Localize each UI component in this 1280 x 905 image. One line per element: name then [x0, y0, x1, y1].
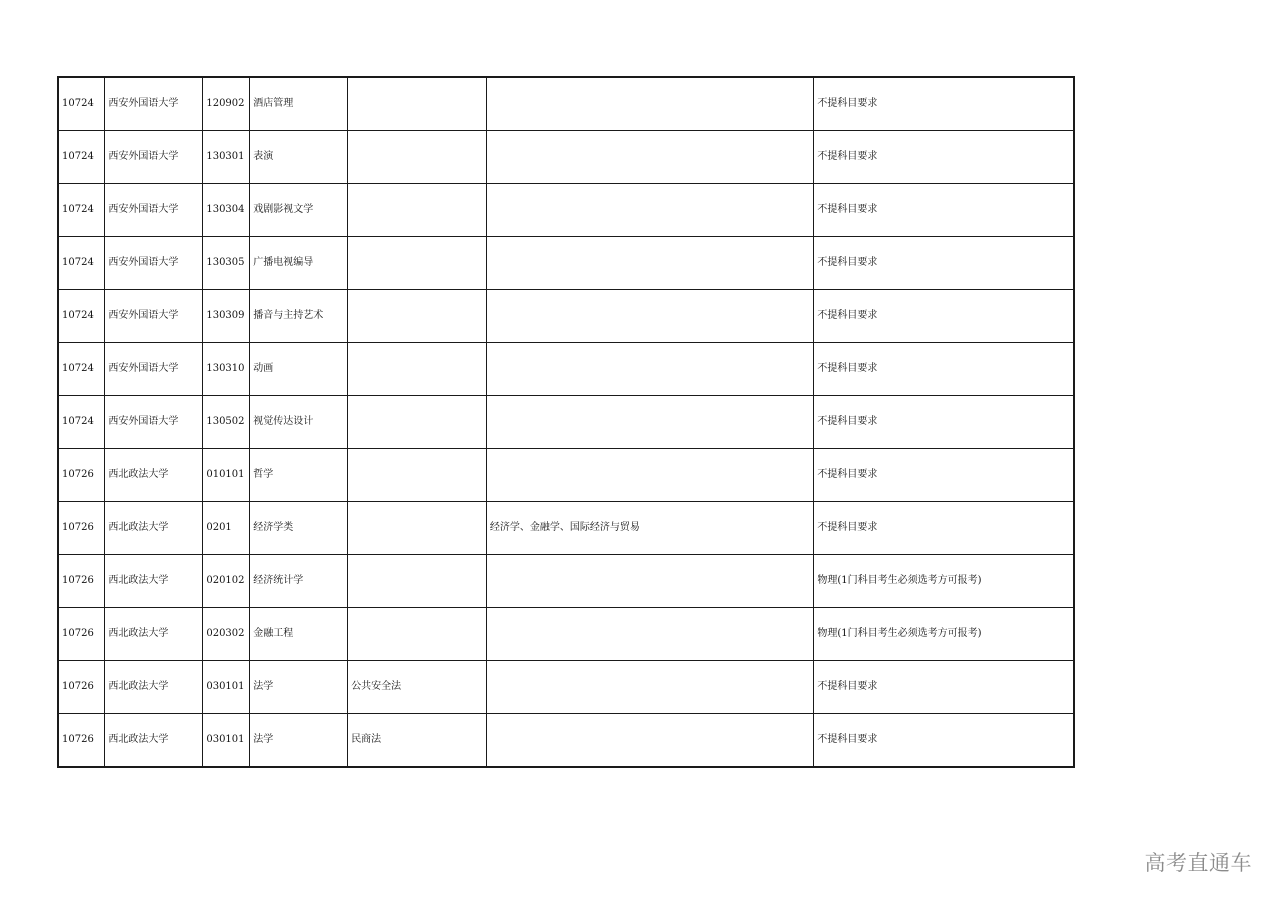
included-majors-cell: [486, 184, 813, 237]
major-name-cell: 法学: [250, 714, 348, 768]
university-name-cell: 西北政法大学: [105, 449, 203, 502]
university-code-cell: 10726: [58, 608, 105, 661]
major-name-cell: 广播电视编导: [250, 237, 348, 290]
major-name-cell: 视觉传达设计: [250, 396, 348, 449]
major-direction-cell: [348, 343, 487, 396]
table-row: [58, 290, 1074, 343]
subject-requirement-cell: 物理(1门科目考生必须选考方可报考): [814, 555, 1074, 608]
major-code-cell: 130305: [203, 237, 250, 290]
table-row: [58, 502, 1074, 555]
major-direction-cell: [348, 184, 487, 237]
major-direction-cell: [348, 555, 487, 608]
included-majors-cell: [486, 608, 813, 661]
major-name-cell: 法学: [250, 661, 348, 714]
university-code-cell: 10724: [58, 77, 105, 131]
university-code-cell: 10726: [58, 555, 105, 608]
major-code-cell: 020302: [203, 608, 250, 661]
table-body: [58, 77, 1074, 767]
major-name-cell: 戏剧影视文学: [250, 184, 348, 237]
table-row: [58, 714, 1074, 768]
table-row: [58, 396, 1074, 449]
included-majors-cell: [486, 343, 813, 396]
major-code-cell: 030101: [203, 714, 250, 768]
university-code-cell: 10726: [58, 661, 105, 714]
university-name-cell: 西安外国语大学: [105, 237, 203, 290]
major-name-cell: 经济统计学: [250, 555, 348, 608]
subject-requirement-cell: 不提科目要求: [814, 449, 1074, 502]
major-direction-cell: [348, 237, 487, 290]
university-name-cell: 西安外国语大学: [105, 131, 203, 184]
included-majors-cell: [486, 237, 813, 290]
table-row: [58, 184, 1074, 237]
subject-requirement-cell: 不提科目要求: [814, 343, 1074, 396]
major-direction-cell: [348, 396, 487, 449]
subject-requirement-cell: 不提科目要求: [814, 502, 1074, 555]
university-name-cell: 西安外国语大学: [105, 343, 203, 396]
university-code-cell: 10726: [58, 449, 105, 502]
university-code-cell: 10724: [58, 343, 105, 396]
table-row: [58, 449, 1074, 502]
university-name-cell: 西北政法大学: [105, 608, 203, 661]
university-code-cell: 10724: [58, 290, 105, 343]
subject-requirement-cell: 不提科目要求: [814, 77, 1074, 131]
major-code-cell: 020102: [203, 555, 250, 608]
included-majors-cell: [486, 290, 813, 343]
subject-requirement-cell: 不提科目要求: [814, 396, 1074, 449]
major-direction-cell: [348, 131, 487, 184]
included-majors-cell: [486, 131, 813, 184]
major-direction-cell: 民商法: [348, 714, 487, 768]
major-name-cell: 酒店管理: [250, 77, 348, 131]
table-row: [58, 77, 1074, 131]
major-direction-cell: [348, 449, 487, 502]
university-name-cell: 西北政法大学: [105, 661, 203, 714]
subject-requirement-cell: 不提科目要求: [814, 184, 1074, 237]
university-name-cell: 西安外国语大学: [105, 77, 203, 131]
major-code-cell: 120902: [203, 77, 250, 131]
subject-requirement-cell: 不提科目要求: [814, 290, 1074, 343]
table-row: [58, 608, 1074, 661]
major-code-cell: 010101: [203, 449, 250, 502]
major-code-cell: 130502: [203, 396, 250, 449]
major-direction-cell: [348, 608, 487, 661]
university-code-cell: 10724: [58, 237, 105, 290]
major-name-cell: 表演: [250, 131, 348, 184]
subject-requirement-cell: 不提科目要求: [814, 714, 1074, 768]
table-row: [58, 237, 1074, 290]
major-code-cell: 130310: [203, 343, 250, 396]
subject-requirement-cell: 物理(1门科目考生必须选考方可报考): [814, 608, 1074, 661]
table-row: [58, 661, 1074, 714]
subject-requirement-cell: 不提科目要求: [814, 131, 1074, 184]
major-direction-cell: [348, 77, 487, 131]
major-name-cell: 金融工程: [250, 608, 348, 661]
included-majors-cell: [486, 77, 813, 131]
major-direction-cell: 公共安全法: [348, 661, 487, 714]
major-name-cell: 经济学类: [250, 502, 348, 555]
included-majors-cell: [486, 449, 813, 502]
university-name-cell: 西安外国语大学: [105, 290, 203, 343]
major-name-cell: 播音与主持艺术: [250, 290, 348, 343]
university-name-cell: 西北政法大学: [105, 555, 203, 608]
major-name-cell: 动画: [250, 343, 348, 396]
university-name-cell: 西安外国语大学: [105, 396, 203, 449]
major-code-cell: 130304: [203, 184, 250, 237]
major-direction-cell: [348, 290, 487, 343]
major-code-cell: 0201: [203, 502, 250, 555]
admission-requirements-table: [57, 76, 1075, 768]
included-majors-cell: [486, 396, 813, 449]
table-row: [58, 131, 1074, 184]
university-name-cell: 西北政法大学: [105, 502, 203, 555]
major-name-cell: 哲学: [250, 449, 348, 502]
university-name-cell: 西安外国语大学: [105, 184, 203, 237]
major-code-cell: 130301: [203, 131, 250, 184]
included-majors-cell: [486, 714, 813, 768]
university-code-cell: 10724: [58, 131, 105, 184]
major-code-cell: 030101: [203, 661, 250, 714]
table-row: [58, 555, 1074, 608]
watermark-text: 高考直通车: [1144, 851, 1252, 875]
university-code-cell: 10726: [58, 502, 105, 555]
university-name-cell: 西北政法大学: [105, 714, 203, 768]
included-majors-cell: [486, 555, 813, 608]
university-code-cell: 10726: [58, 714, 105, 768]
included-majors-cell: [486, 661, 813, 714]
university-code-cell: 10724: [58, 396, 105, 449]
subject-requirement-cell: 不提科目要求: [814, 661, 1074, 714]
subject-requirement-cell: 不提科目要求: [814, 237, 1074, 290]
university-code-cell: 10724: [58, 184, 105, 237]
table-row: [58, 343, 1074, 396]
major-code-cell: 130309: [203, 290, 250, 343]
major-direction-cell: [348, 502, 487, 555]
included-majors-cell: 经济学、金融学、国际经济与贸易: [486, 502, 813, 555]
